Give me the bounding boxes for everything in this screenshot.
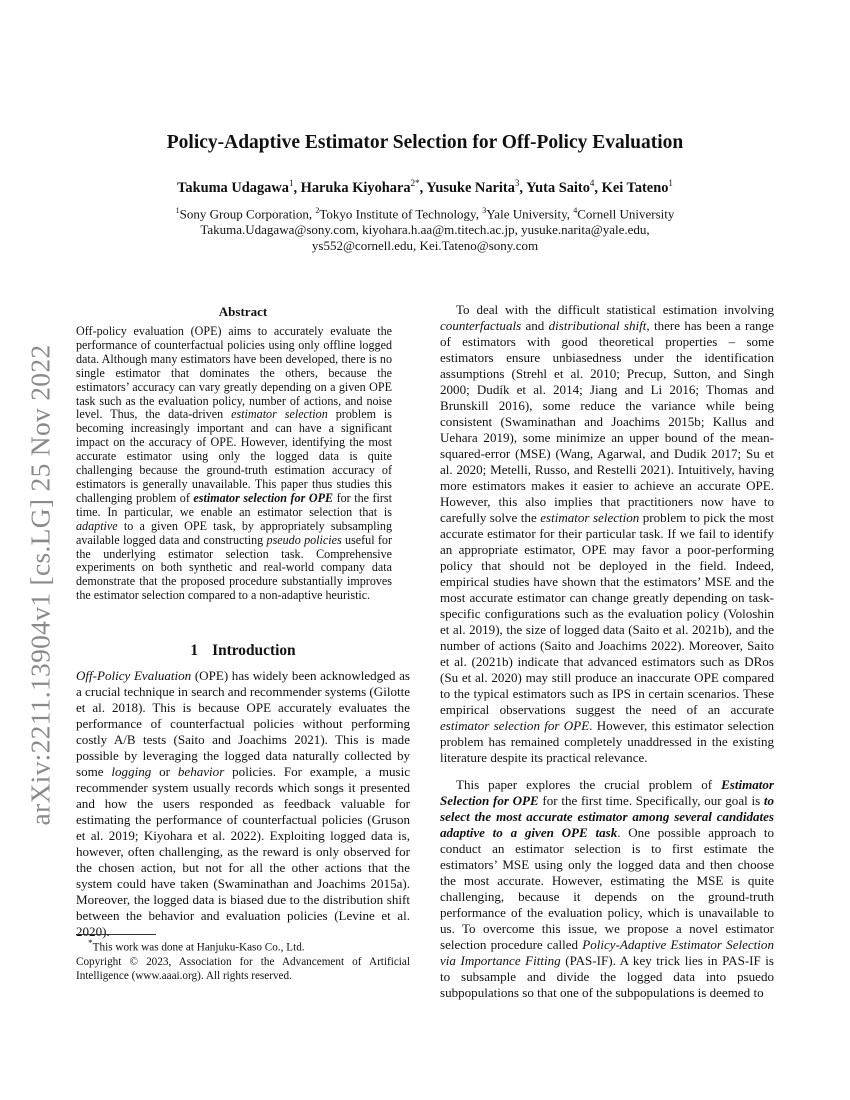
section-number: 1	[190, 642, 199, 659]
emphasized-text: estimator selection	[540, 510, 640, 525]
emphasized-text: Policy-Adaptive Estimator Selection via Importance Fitting	[440, 937, 774, 968]
email-line: Takuma.Udagawa@sony.com, kiyohara.h.aa@m.titech.ac.jp, yusuke.narita@yale.edu,	[200, 222, 650, 238]
emphasized-text: logging	[111, 764, 152, 779]
footnote-text: *This work was done at Hanjuku-Kaso Co., Ltd.	[88, 939, 305, 954]
arxiv-identifier-text: arXiv:2211.13904v1 [cs.LG] 25 Nov 2022	[24, 344, 55, 826]
affiliation-name: Tokyo Institute of Technology,	[319, 206, 483, 222]
abstract-body	[76, 325, 392, 603]
introduction-body	[76, 668, 410, 940]
right-column-body	[440, 302, 774, 1001]
arxiv-identifier-stamp	[15, 290, 65, 880]
body-paragraph: Off-Policy Evaluation (OPE) has widely been acknowledged as a crucial technique in search and recommender systems (Gilotte et al. 2018). This is because OPE accurately evaluates the performance of counterfactual policies without performing costly A/B tests (Saito and Joachims 2021). This is made possible by leveraging the logged data naturally collected by some logging or behavior policies. For example, a music recommender system usually records which songs it presented and how the users responded as feedback valuable for estimating the performance of counterfactual policies (Gruson et al. 2019; Kiyohara et al. 2022). Exploiting logged data is, however, often challenging, as the reward is only observed for the chosen action, but not for all the other actions that the system could have taken (Swaminathan and Joachims 2015a). Moreover, the logged data is biased due to the distribution shift between the behavior and evaluation policies (Levine et al. 2020).	[76, 668, 411, 939]
emphasized-text: counterfactuals	[440, 318, 522, 333]
affiliation-line: $^1$Sony Group Corporation, $^2$Tokyo Institute of Technology, $^3$Yale University, $^4$Cornell University	[175, 206, 675, 222]
emphasized-text: estimator selection	[231, 407, 328, 422]
author-affiliation-mark: 4	[589, 178, 595, 188]
email-line: ys552@cornell.edu, Kei.Tateno@sony.com	[311, 238, 539, 254]
emphasized-text: to select the most accurate estimator among several candidates adaptive to a given OPE task	[440, 793, 774, 840]
author-name: Haruka Kiyohara	[300, 179, 411, 196]
author-affiliation-mark: 1	[668, 178, 673, 188]
emphasized-text: distributional shift	[548, 318, 647, 333]
author-list: Takuma Udagawa$^1$, Haruka Kiyohara$^{2*}$, Yusuke Narita$^3$, Yuta Saito$^4$, Kei Tateno$^1$	[177, 178, 673, 196]
abstract-paragraph: Off-policy evaluation (OPE) aims to accurately evaluate the performance of counterfactual policies using only offline logged data. Although many estimators have been developed, there is no single estimator that dominates the others, because the estimators’ accuracy can vary greatly depending on a given OPE task such as the evaluation policy, number of actions, and noise level. Thus, the data-driven estimator selection problem is becoming increasingly important and can have a significant impact on the accuracy of OPE. However, identifying the most accurate estimator using only the logged data is quite challenging because the ground-truth estimation accuracy of estimators is generally unavailable. This paper thus studies this challenging problem of estimator selection for OPE for the first time. In particular, we enable an estimator selection that is adaptive to a given OPE task, by appropriately subsampling available logged data and constructing pseudo policies useful for the underlying estimator selection task. Comprehensive experiments on both synthetic and real-world company data demonstrate that the proposed procedure substantially improves the estimator selection compared to a non-adaptive heuristic.	[76, 324, 393, 603]
emphasized-text: Off-Policy Evaluation	[76, 668, 192, 683]
copyright-notice: Copyright © 2023, Association for the Advancement of Artificial Intelligence (www.aaai.org). All rights reserved.	[76, 956, 410, 983]
author-affiliation-mark: 3	[514, 178, 520, 188]
emphasized-text: Estimator Selection for OPE	[440, 777, 774, 808]
author-name: Yuta Saito	[526, 179, 590, 196]
emphasized-text: pseudo policies	[266, 532, 342, 547]
emphasized-text: estimator selection for OPE	[193, 490, 334, 505]
abstract-heading: Abstract	[218, 304, 268, 319]
footnote-block	[76, 937, 410, 984]
emphasized-text: behavior	[177, 764, 225, 779]
paper-title: Policy-Adaptive Estimator Selection for Off-Policy Evaluation	[166, 132, 684, 153]
author-affiliation-mark: 1	[288, 178, 294, 188]
affiliations-block	[75, 203, 775, 254]
emphasized-text: estimator selection for OPE	[440, 718, 590, 733]
affiliation-name: Sony Group Corporation,	[179, 206, 316, 222]
body-paragraph: This paper explores the crucial problem of Estimator Selection for OPE for the first time. Specifically, our goal is to select the most accurate estimator among several candidates adaptive to a given OPE task. One possible approach to conduct an estimator selection is to first estimate the estimators’ MSE using only the logged data and then choose the most accurate. However, estimating the MSE is quite challenging, because it depends on the ground-truth performance of the evaluation policy, which is unavailable to us. To overcome this issue, we propose a novel estimator selection procedure called Policy-Adaptive Estimator Selection via Importance Fitting (PAS-IF). A key trick lies in PAS-IF is to subsample and divide the logged data into psuedo subpopulations so that one of the subpopulations is deemed to	[440, 777, 775, 1000]
author-name: Yusuke Narita	[426, 179, 515, 196]
affiliation-name: Cornell University	[577, 206, 675, 222]
author-affiliation-mark: 2*	[410, 178, 420, 188]
introduction-heading	[76, 642, 410, 660]
affiliation-name: Yale University,	[486, 206, 574, 222]
footnote-mark: *	[88, 939, 93, 949]
footnote-rule	[76, 934, 156, 935]
author-name: Takuma Udagawa	[177, 179, 289, 196]
section-title: Introduction	[212, 642, 296, 659]
emphasized-text: adaptive	[76, 518, 118, 533]
body-paragraph: To deal with the difficult statistical estimation involving counterfactuals and distributional shift, there has been a range of estimators with good theoretical properties – some estimators ensure unbiasedness under the identification assumptions (Strehl et al. 2010; Precup, Sutton, and Singh 2000; Dudík et al. 2014; Jiang and Li 2016; Thomas and Brunskill 2016), some reduce the variance while being consistent (Swaminathan and Joachims 2015b; Kallus and Uehara 2019), some minimize an upper bound of the mean-squared-error (MSE) (Wang, Agarwal, and Dudik 2017; Su et al. 2020; Metelli, Russo, and Restelli 2021). Intuitively, having more estimators makes it easier to achieve an accurate OPE. However, this also implies that practitioners now have to carefully solve the estimator selection problem to pick the most accurate estimator for their particular task. If we fail to identify an appropriate estimator, OPE may favor a poor-performing policy that should not be deployed in the field. Indeed, empirical studies have shown that the estimators’ MSE and the most accurate estimator can change greatly depending on task-specific configurations such as the evaluation policy (Voloshin et al. 2019), the size of logged data (Saito et al. 2021b), and the number of actions (Saito and Joachims 2022). Moreover, Saito et al. (2021b) indicate that advanced estimators such as DRos (Su et al. 2020) may still produce an inaccurate OPE compared to the typical estimators such as IPS in certain scenarios. These empirical observations suggest the need of an accurate estimator selection for OPE. However, this estimator selection problem has remained completely unaddressed in the existing literature despite its practical relevance.	[440, 302, 774, 765]
author-name: Kei Tateno	[601, 179, 669, 196]
